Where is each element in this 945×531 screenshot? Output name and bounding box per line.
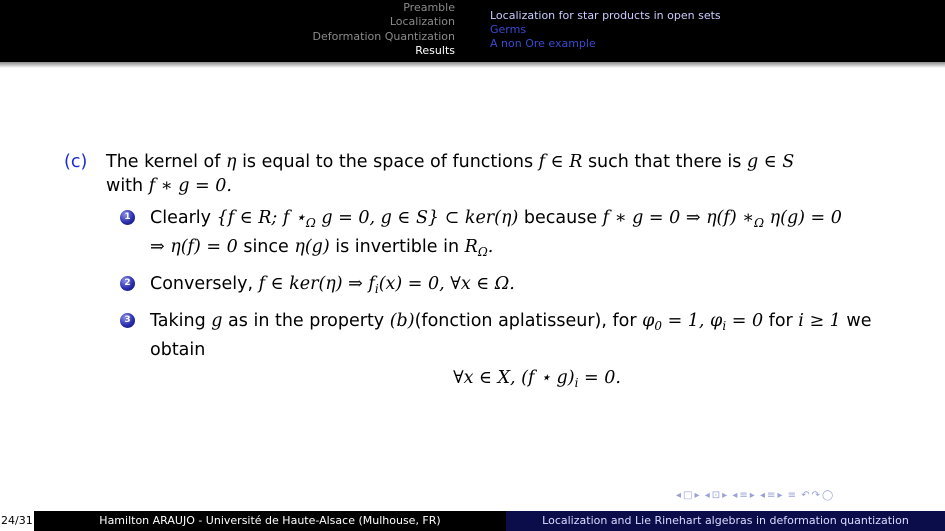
math: f ∈ R: [538, 152, 583, 172]
math-part: .: [487, 237, 494, 257]
text: with: [106, 176, 149, 196]
math-part: g = 0, g ∈ S} ⊂ ker(η): [315, 208, 519, 228]
text: Taking: [150, 311, 212, 331]
nav-section-deformation-quantization[interactable]: Deformation Quantization: [312, 30, 455, 43]
nav-section-results[interactable]: Results: [415, 44, 455, 57]
math-part: η(g) = 0: [764, 208, 842, 228]
nav-section-preamble[interactable]: Preamble: [403, 1, 455, 14]
nav-next-icon[interactable]: ▸: [749, 490, 755, 501]
math: [217, 208, 519, 228]
math-sub: i: [722, 319, 727, 333]
math: η: [226, 152, 237, 172]
math-part: (x) = 0, ∀x ∈ Ω.: [378, 274, 515, 294]
text: Clearly: [150, 208, 217, 228]
text: as in the property: [222, 311, 390, 331]
document-icon[interactable]: ≡: [787, 490, 797, 501]
nav-next-icon[interactable]: ▸: [694, 490, 700, 501]
math-sub: Ω: [305, 216, 316, 230]
nav-next-icon[interactable]: ▸: [722, 490, 728, 501]
nav-prev-icon[interactable]: ◂: [759, 490, 766, 501]
subitem-list: [64, 206, 894, 395]
math: [642, 311, 763, 331]
subsection-nav: [472, 0, 945, 62]
math-sub: Ω: [754, 216, 765, 230]
nav-prev-icon[interactable]: ◂: [676, 490, 682, 501]
slide-icon[interactable]: ⊡: [711, 490, 721, 501]
item-c-marker: (c): [64, 152, 88, 172]
subitem-3-line2: [150, 338, 894, 362]
text: since: [237, 237, 295, 257]
nav-subsection-germs[interactable]: Germs: [490, 23, 527, 36]
header-shadow: [0, 62, 945, 68]
math-sub: 0: [654, 319, 662, 333]
section-nav: [0, 0, 472, 62]
frame-icon[interactable]: □: [683, 490, 693, 501]
math-sub: Ω: [477, 245, 488, 259]
math-sub: i: [574, 376, 579, 390]
math: η(g): [294, 237, 330, 257]
math: g: [211, 311, 223, 331]
back-icon[interactable]: ↶: [801, 490, 810, 501]
forward-icon[interactable]: ↷: [811, 490, 820, 501]
slide-content: [64, 150, 894, 403]
math: [465, 237, 494, 257]
text: we: [840, 311, 872, 331]
beamer-nav-symbols: [676, 490, 938, 506]
math-part: φ: [642, 311, 655, 331]
nav-next-icon[interactable]: ▸: [777, 490, 783, 501]
text: (fonction aplatisseur), for: [414, 311, 643, 331]
page-counter-text: 24/31: [1, 514, 33, 527]
math-sub: i: [374, 282, 379, 296]
math: [603, 208, 842, 228]
text: obtain: [150, 340, 206, 360]
nav-prev-icon[interactable]: ◂: [704, 490, 710, 501]
math-part: ∀x ∈ X, (f ⋆ g): [453, 368, 575, 388]
search-icon[interactable]: ◯: [821, 490, 834, 501]
text: Conversely,: [150, 274, 259, 294]
math-part: {f ∈ R; f ⋆: [216, 208, 306, 228]
math-part: f ∗ g = 0 ⇒ η(f) ∗: [602, 208, 755, 228]
subitem-2-line1: [150, 272, 894, 301]
text: such that there is: [582, 152, 747, 172]
math: g ∈ S: [746, 152, 795, 172]
item-c-line2: [106, 174, 894, 198]
math: (b): [389, 311, 415, 331]
subitem-2: [120, 272, 894, 301]
text: because: [518, 208, 603, 228]
subitem-3-line1: [150, 309, 894, 338]
subitem-3: [120, 309, 894, 395]
nav-prev-icon[interactable]: ◂: [732, 490, 738, 501]
subsection-icon[interactable]: ≡: [739, 490, 748, 501]
nav-subsection-non-ore-example[interactable]: A non Ore example: [490, 37, 596, 50]
subitem-1: [120, 206, 894, 264]
math-part: = 1, φ: [662, 311, 723, 331]
item-c-line1: [106, 150, 894, 174]
math-part: R: [464, 237, 478, 257]
item-c: [64, 150, 894, 198]
text: is invertible in: [329, 237, 465, 257]
subitem-1-line1: [150, 206, 894, 235]
page-counter: [0, 511, 34, 531]
math-part: = 0.: [578, 368, 621, 388]
text: is equal to the space of functions: [236, 152, 539, 172]
math: ⇒ η(f) = 0: [150, 237, 238, 257]
footer-bar: [0, 511, 945, 531]
enum-ball-icon: 2: [120, 276, 135, 291]
subitem-1-line2: [150, 235, 894, 264]
enum-ball-icon: 3: [120, 313, 135, 328]
header-bar: [0, 0, 945, 62]
math-part: f ∈ ker(η) ⇒ f: [258, 274, 375, 294]
math: i ≥ 1: [798, 311, 841, 331]
nav-section-localization[interactable]: Localization: [389, 15, 455, 28]
text: The kernel of: [106, 152, 226, 172]
text: for: [763, 311, 799, 331]
footer-author: Hamilton ARAUJO - Université de Haute-Alsace (Mulhouse, FR): [99, 514, 441, 527]
math-part: = 0: [726, 311, 764, 331]
footer-title: Localization and Lie Rinehart algebras in deformation quantization: [506, 511, 945, 531]
nav-subsection-localization-star-products[interactable]: Localization for star products in open sets: [490, 9, 721, 22]
math: f ∗ g = 0.: [148, 176, 232, 196]
math: [259, 274, 515, 294]
section-icon[interactable]: ≡: [767, 490, 776, 501]
display-equation: [150, 366, 894, 395]
enum-ball-icon: 1: [120, 210, 135, 225]
